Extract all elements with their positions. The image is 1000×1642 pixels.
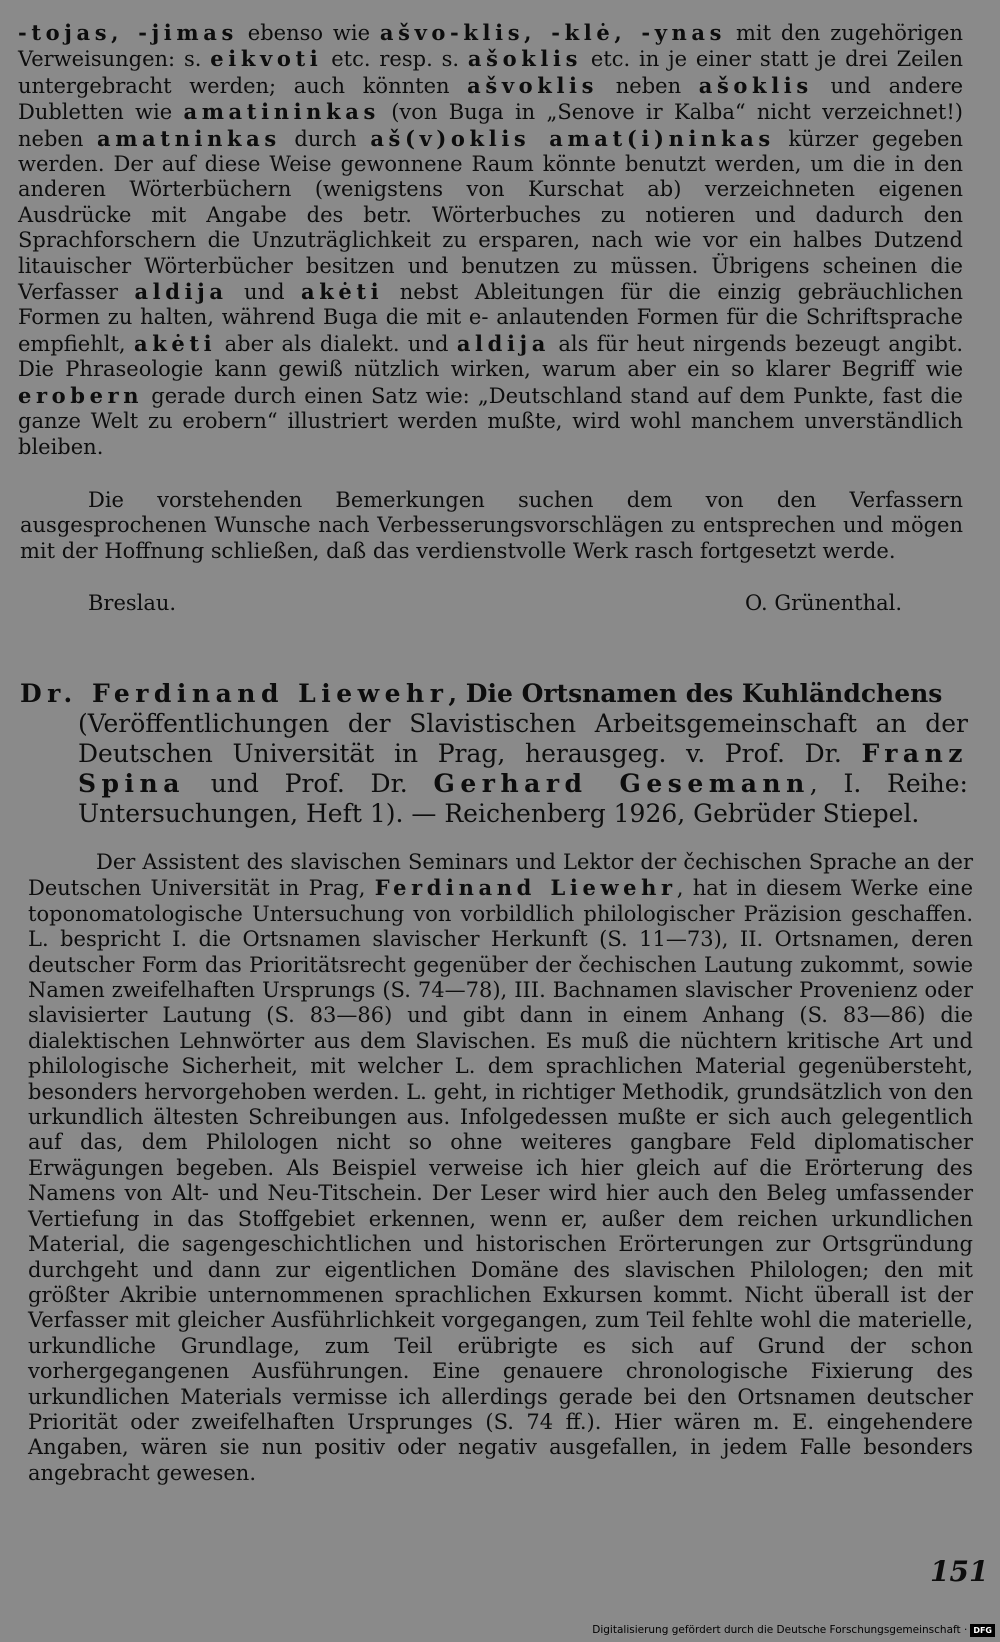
spaced-emphasis-text: Ferdinand Liewehr xyxy=(374,875,677,901)
page-number: 151 xyxy=(930,1555,989,1588)
spaced-emphasis-text: akėti xyxy=(300,279,384,305)
text-run: durch xyxy=(280,126,371,151)
text-run: Der Assistent des slavischen Seminars und Lektor der čechischen Sprache an der Deutschen Universität in Prag, xyxy=(28,850,973,901)
reviewer-signature: O. Grünenthal. xyxy=(745,591,903,615)
review-text-paragraph xyxy=(18,20,963,460)
text-run: , hat in diesem Werke eine toponomatologische Untersuchung von vorbildlich philologischer Präzision geschaffen. L. bespricht I. die Ortsnamen slavischer Herkunft (S. 11—73), II. Ortsnamen, deren deutscher Form das Prioritätsrecht gegenüber der čechischen Lautung zukommt, sowie Namen zweifelhaften Ursprungs (S. 74—78), III. Bachnamen slavischer Provenienz oder slavisierter Lautung (S. 83—86) und gibt dann in einem Anhang (S. 83—86) die dialektischen Lehnwörter aus dem Slavischen. Es muß die nüchtern kritische Art und philologische Sicherheit, mit welcher L. dem sprachlichen Material gegenübersteht, besonders hervorgehoben werden. L. geht, in richtiger Methodik, grundsätzlich von den urkundlich ältesten Schreibungen aus. Infolgedessen mußte er sich auch gelegentlich auf das, dem Philologen nicht so ohne weiteres gangbare Feld diplomatischer Erwägungen begeben. Als Beispiel verweise ich hier gleich auf die Erörterung des Namens von Alt- und Neu-Titschein. Der Leser wird hier auch den Beleg umfassender Vertiefung in das Stoffgebiet erkennen, wenn er, außer dem reichen urkundlichen Material, die sagengeschichtlichen und historischen Erörterungen zur Ortsgründung durchgeht und dann zur eigentlichen Domäne des slavischen Philologen; den mit größter Akribie unternommenen sprachlichen Exkursen kommt. Nicht überall ist der Verfasser mit gleicher Ausführlichkeit vorgegangen, zum Teil fehlte wohl die materielle, urkundliche Grundlage, zum Teil erübrigte es sich auf Grund der schon vorhergegangenen Ausführungen. Eine genauere chronologische Fixierung des urkundlichen Materials vermisse ich allerdings gerade bei den Ortsnamen deutscher Priorität oder zweifelhaften Ursprunges (S. 74 ff.). Hier wären m. E. eingehendere Angaben, wären sie nun positiv oder negativ ausgefallen, in jedem Falle besonders angebracht gewesen. xyxy=(28,876,973,1485)
place-name: Breslau. xyxy=(88,591,177,615)
closing-paragraph: Die vorstehenden Bemerkungen suchen dem von den Verfassern ausgesprochenen Wunsche nach Verbesserungsvorschlägen zu entsprechen und mögen mit der Hoffnung schließen, daß das verdienstvolle Werk rasch fortgesetzt werde. xyxy=(20,488,963,563)
text-run: und xyxy=(227,280,301,305)
dfg-logo: DFG xyxy=(970,1624,995,1637)
spaced-emphasis-text: amatininkas xyxy=(183,99,380,125)
text-run: kürzer gegeben werden. Der auf diese Weise gewonnene Raum könnte benutzt werden, um die in den anderen Wörterbüchern (wenigstens von Kurschat ab) verzeichneten eigenen Ausdrücke mit Angabe des betr. Wörterbuches zu notieren und dadurch den Sprachforschern die Unzuträglichkeit zu ersparen, nach wie vor ein halbes Dutzend litauischer Wörterbücher besitzen und benutzen zu müssen. Übrigens scheinen die Verfasser xyxy=(18,126,963,305)
spaced-emphasis-text: ašoklis xyxy=(698,72,813,98)
text-run: als für heut nirgends bezeugt angibt. Die Phraseologie kann gewiß nützlich wirken, warum aber ein so klarer Begriff wie xyxy=(18,331,964,382)
spaced-emphasis-text: ašoklis xyxy=(467,46,583,72)
text-run: nebst Ableitungen für die einzig gebräuchlichen Formen zu halten, während Buga die mit e- anlautenden Formen für die Schriftsprache empfiehlt, xyxy=(18,280,963,356)
text-run: neben xyxy=(598,73,699,98)
review-heading-citation xyxy=(78,709,968,829)
text-run: und Prof. Dr. xyxy=(184,769,434,798)
review-body-paragraph xyxy=(28,850,973,1486)
spaced-emphasis-text: akėti xyxy=(133,330,217,356)
spaced-emphasis-text: Dr. Ferdinand Liewehr xyxy=(20,679,449,708)
text-run: ebenso wie xyxy=(237,21,380,45)
text-run: und andere Dubletten wie xyxy=(18,73,963,125)
text-run: mit den zugehörigen Verweisungen: s. xyxy=(18,21,963,72)
review-heading-title xyxy=(20,679,970,709)
text-run: (Veröffentlichungen der Slavistischen Arbeitsgemeinschaft an der Deutschen Universität in Prag, herausgeg. v. Prof. Dr. xyxy=(78,709,968,768)
text-run: etc. in je einer statt je drei Zeilen untergebracht werden; auch könnten xyxy=(18,47,963,98)
spaced-emphasis-text: ašvo-klis, -klė, -ynas xyxy=(379,20,727,45)
text-run: , I. Reihe: Untersuchungen, Heft 1). — Reichenberg 1926, Gebrüder Stiepel. xyxy=(78,769,968,828)
spaced-emphasis-text: Franz Spina xyxy=(78,739,968,798)
text-run: aber als dialekt. und xyxy=(216,331,457,356)
spaced-emphasis-text: Gerhard Gesemann xyxy=(433,769,810,798)
text-run: etc. resp. s. xyxy=(322,47,468,72)
spaced-emphasis-text: eikvoti xyxy=(210,46,323,72)
text-run: (von Buga in „Senove ir Kalba“ nicht verzeichnet!) neben xyxy=(18,100,963,151)
spaced-emphasis-text: aš(v)oklis amat(i)ninkas xyxy=(370,125,775,151)
spaced-emphasis-text: amatninkas xyxy=(96,125,281,151)
digitization-footer xyxy=(592,1622,995,1638)
spaced-emphasis-text: erobern xyxy=(18,382,144,408)
spaced-emphasis-text: aldija xyxy=(456,330,550,356)
spaced-emphasis-text: -tojas, -jimas xyxy=(18,20,238,45)
spaced-emphasis-text: ašvoklis xyxy=(467,72,599,98)
text-run: gerade durch einen Satz wie: „Deutschland stand auf dem Punkte, fast die ganze Welt zu erobern“ illustriert werden mußte, wird wohl manchem unverständlich bleiben. xyxy=(18,383,963,459)
text-run: , Die Ortsnamen des Kuhländchens xyxy=(448,679,943,708)
spaced-emphasis-text: aldija xyxy=(134,279,228,305)
footer-credit-text: Digitalisierung gefördert durch die Deutsche Forschungsgemeinschaft · xyxy=(592,1624,968,1636)
